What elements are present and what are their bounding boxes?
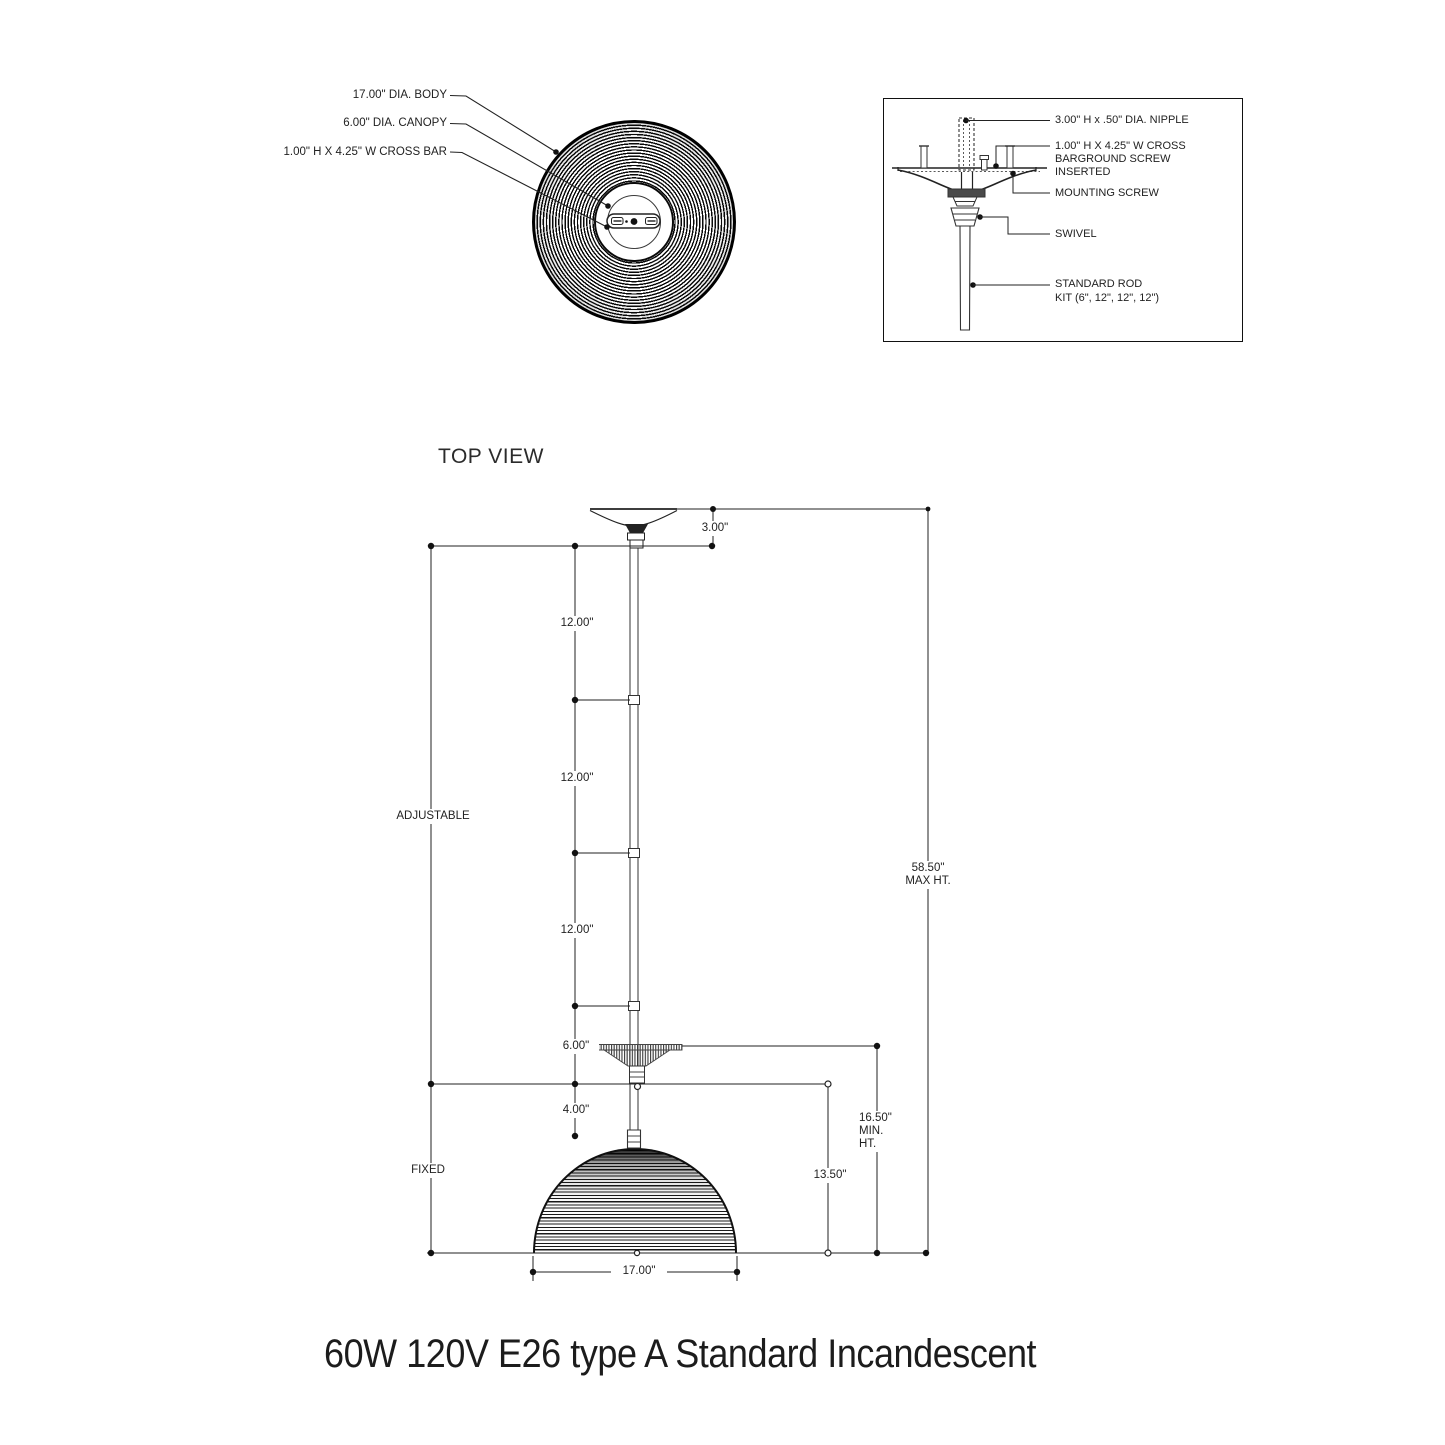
top-view-crossbar bbox=[607, 214, 660, 228]
elevation-top-canopy bbox=[590, 509, 677, 548]
lamp-spec-caption: 60W 120V E26 type A Standard Incandescent bbox=[324, 1332, 1037, 1376]
dim-fixed-height: 13.50" bbox=[805, 1168, 855, 1183]
detail-canopy-dish bbox=[898, 167, 1036, 191]
callout-crossbar-size: 1.00" H X 4.25" W CROSS BAR bbox=[283, 146, 447, 158]
dim-rod-segment-1: 12.00" bbox=[552, 616, 602, 631]
detail-nipple bbox=[959, 118, 974, 170]
dim-canopy-height: 3.00" bbox=[692, 521, 738, 536]
callout-mounting-screw: MOUNTING SCREW bbox=[1055, 187, 1159, 199]
label-adjustable: ADJUSTABLE bbox=[389, 809, 477, 824]
callout-rod-kit-line2: KIT (6", 12", 12", 12") bbox=[1055, 292, 1160, 304]
dim-rod-segment-4: 6.00" bbox=[553, 1039, 599, 1054]
top-view-leader-lines bbox=[450, 96, 611, 230]
callout-swivel: SWIVEL bbox=[1055, 228, 1097, 240]
callout-canopy-diameter: 6.00" DIA. CANOPY bbox=[343, 117, 447, 129]
label-fixed: FIXED bbox=[398, 1163, 458, 1178]
dim-stem-to-body: 4.00" bbox=[553, 1103, 599, 1118]
dimension-markers bbox=[428, 506, 931, 1275]
callout-crossbar-detail-line1: 1.00" H X 4.25" W CROSS bbox=[1055, 140, 1186, 152]
callout-nipple: 3.00" H x .50" DIA. NIPPLE bbox=[1055, 114, 1189, 126]
dim-body-width: 17.00" bbox=[611, 1264, 667, 1279]
dim-min-height-word2: HT. bbox=[859, 1138, 877, 1150]
detail-collar-swivel bbox=[948, 189, 985, 330]
dim-max-height-value: 58.50" bbox=[911, 862, 945, 874]
detail-leader-lines bbox=[963, 118, 1050, 288]
callout-rod-kit-line1: STANDARD ROD bbox=[1055, 278, 1143, 290]
dim-min-height bbox=[857, 1111, 903, 1152]
top-view-caption: TOP VIEW bbox=[438, 445, 544, 468]
dim-max-height-word: MAX HT. bbox=[905, 875, 951, 887]
dim-rod-segment-2: 12.00" bbox=[552, 771, 602, 786]
detail-screws bbox=[919, 146, 1015, 170]
callout-crossbar-detail-line3: INSERTED bbox=[1055, 166, 1111, 178]
callout-crossbar-detail-line2: BARGROUND SCREW bbox=[1055, 153, 1171, 165]
dimension-lines bbox=[427, 509, 928, 1281]
dim-min-height-word1: MIN. bbox=[859, 1125, 884, 1137]
dim-min-height-value: 16.50" bbox=[859, 1112, 892, 1124]
elevation-lower-canopy bbox=[592, 1045, 682, 1084]
dim-max-height bbox=[897, 861, 959, 889]
dim-rod-segment-3: 12.00" bbox=[552, 923, 602, 938]
callout-body-diameter: 17.00" DIA. BODY bbox=[352, 89, 447, 101]
